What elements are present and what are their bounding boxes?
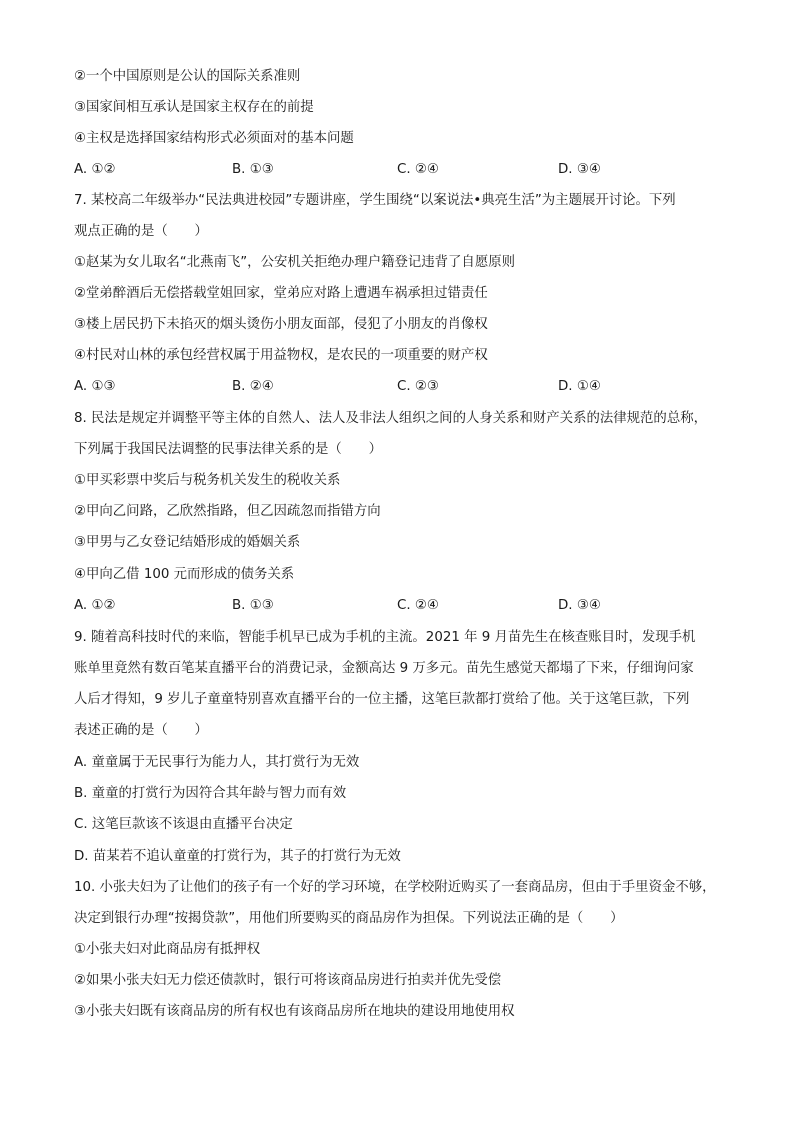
- q9-choice-c: C. 这笔巨款该不该退由直播平台决定: [74, 817, 293, 832]
- q6-item-3: ③国家间相互承认是国家主权存在的前提: [74, 100, 314, 115]
- q10-stem-line-1: 10. 小张夫妇为了让他们的孩子有一个好的学习环境，在学校附近购买了一套商品房，但由于手里资金不够，: [74, 880, 716, 895]
- q8-option-b: B. ①③: [232, 598, 274, 613]
- q7-option-d: D. ①④: [558, 379, 601, 394]
- q8-item-1: ①甲买彩票中奖后与税务机关发生的税收关系: [74, 473, 341, 488]
- q9-choice-b: B. 童童的打赏行为因符合其年龄与智力而有效: [74, 786, 347, 801]
- q10-item-2: ②如果小张夫妇无力偿还债款时，银行可将该商品房进行拍卖并优先受偿: [74, 973, 502, 988]
- q7-options: [74, 378, 724, 396]
- q7-option-b: B. ②④: [232, 379, 274, 394]
- q9-choice-d: D. 苗某若不追认童童的打赏行为，其子的打赏行为无效: [74, 849, 401, 864]
- q7-item-1: ①赵某为女儿取名“北燕南飞”，公安机关拒绝办理户籍登记违背了自愿原则: [74, 255, 515, 270]
- q9-stem-line-2: 账单里竟然有数百笔某直播平台的消费记录，金额高达 9 万多元。苗先生感觉天都塌了下来，仔细询问家: [74, 661, 694, 676]
- q8-item-3: ③甲男与乙女登记结婚形成的婚姻关系: [74, 535, 301, 550]
- q7-option-c: C. ②③: [397, 379, 439, 394]
- q8-options: [74, 597, 724, 615]
- q7-option-a: A. ①③: [74, 379, 116, 394]
- q7-item-4: ④村民对山林的承包经营权属于用益物权，是农民的一项重要的财产权: [74, 348, 488, 363]
- q6-item-4: ④主权是选择国家结构形式必须面对的基本问题: [74, 131, 354, 146]
- q10-item-1: ①小张夫妇对此商品房有抵押权: [74, 942, 261, 957]
- q6-option-a: A. ①②: [74, 162, 116, 177]
- q6-option-c: C. ②④: [397, 162, 439, 177]
- q10-stem-line-2: 决定到银行办理“按揭贷款”，用他们所要购买的商品房作为担保。下列说法正确的是（ ）: [74, 911, 624, 926]
- q7-item-3: ③楼上居民扔下未掐灭的烟头烫伤小朋友面部，侵犯了小朋友的肖像权: [74, 317, 488, 332]
- q6-option-b: B. ①③: [232, 162, 274, 177]
- q7-stem-line-1: 7. 某校高二年级举办“民法典进校园”专题讲座，学生围绕“以案说法•典亮生活”为主题展开讨论。下列: [74, 193, 676, 208]
- q9-stem-line-1: 9. 随着高科技时代的来临，智能手机早已成为手机的主流。2021 年 9 月苗先生在核查账目时，发现手机: [74, 630, 696, 645]
- q8-option-c: C. ②④: [397, 598, 439, 613]
- q6-options: [74, 161, 724, 179]
- q10-item-3: ③小张夫妇既有该商品房的所有权也有该商品房所在地块的建设用地使用权: [74, 1004, 515, 1019]
- q9-choice-a: A. 童童属于无民事行为能力人，其打赏行为无效: [74, 755, 360, 770]
- q8-option-d: D. ③④: [558, 598, 601, 613]
- q8-stem-line-2: 下列属于我国民法调整的民事法律关系的是（ ）: [74, 442, 382, 457]
- q9-stem-line-3: 人后才得知，9 岁儿子童童特别喜欢直播平台的一位主播，这笔巨款都打赏给了他。关于这笔巨款，下列: [74, 692, 690, 707]
- q6-option-d: D. ③④: [558, 162, 601, 177]
- q8-option-a: A. ①②: [74, 598, 116, 613]
- q8-item-2: ②甲向乙问路，乙欣然指路，但乙因疏忽而指错方向: [74, 504, 381, 519]
- q8-item-4: ④甲向乙借 100 元而形成的债务关系: [74, 567, 295, 582]
- q9-stem-line-4: 表述正确的是（ ）: [74, 723, 208, 738]
- q8-stem-line-1: 8. 民法是规定并调整平等主体的自然人、法人及非法人组织之间的人身关系和财产关系的法律规范的总称，: [74, 411, 707, 426]
- q7-item-2: ②堂弟醉酒后无偿搭载堂姐回家，堂弟应对路上遭遇车祸承担过错责任: [74, 286, 488, 301]
- q7-stem-line-2: 观点正确的是（ ）: [74, 224, 208, 239]
- q6-item-2: ②一个中国原则是公认的国际关系准则: [74, 69, 301, 84]
